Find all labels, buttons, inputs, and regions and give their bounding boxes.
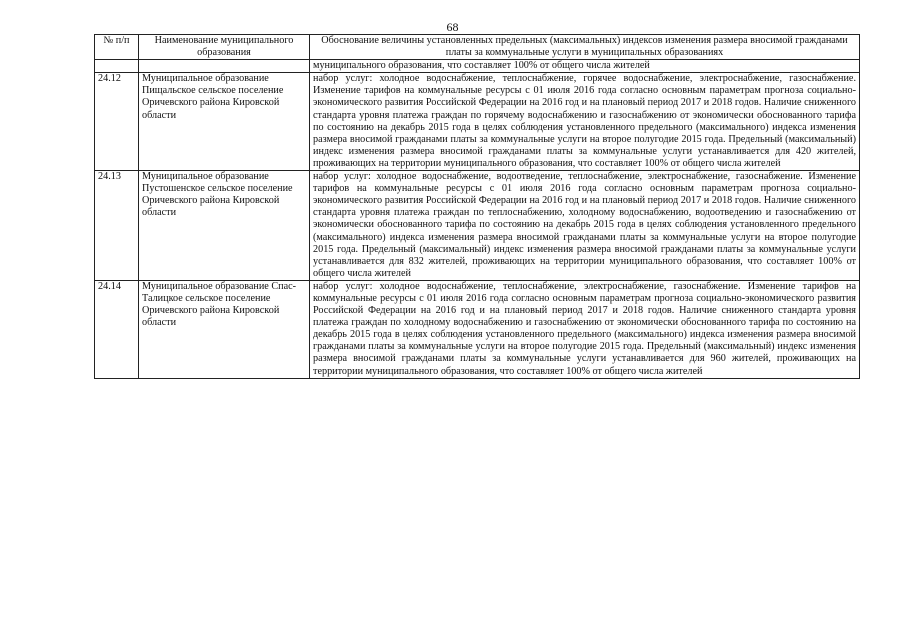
row-municipality: Муниципальное образование Спас-Талицкое сельское поселение Оричевского района Кировской области bbox=[139, 280, 310, 378]
table-header-row bbox=[95, 35, 860, 60]
table-row bbox=[95, 280, 860, 378]
table-row bbox=[95, 171, 860, 281]
row-municipality: Муниципальное образование Пищальское сельское поселение Оричевского района Кировской области bbox=[139, 73, 310, 171]
row-number: 24.13 bbox=[95, 171, 139, 281]
row-municipality: Муниципальное образование Пустошенское сельское поселение Оричевского района Кировской области bbox=[139, 171, 310, 281]
continuation-text: муниципального образования, что составляет 100% от общего числа жителей bbox=[310, 60, 860, 73]
row-number: 24.12 bbox=[95, 73, 139, 171]
continuation-name bbox=[139, 60, 310, 73]
row-justification: набор услуг: холодное водоснабжение, теплоснабжение, горячее водоснабжение, электроснабжение, газоснабжение. Изменение тарифов на коммунальные ресурсы с 01 июля 2016 года согласно основным параметрам прогноза социально-экономического развития Российской Федерации на 2016 год и на плановый период 2017 и 2018 годов. Наличие сниженного стандарта уровня платежа граждан по горячему водоснабжению и газоснабжению от экономически обоснованного тарифа по состоянию на декабрь 2015 года в целях соблюдения установленного предельного (максимального) индекса изменения размера вносимой гражданами платы за коммунальные услуги на второе полугодие 2015 года. Предельный (максимальный) индекс изменения размера вносимой гражданами платы за коммунальные услуги устанавливается для 420 жителей, проживающих на территории муниципального образования, что составляет 100% от общего числа жителей bbox=[310, 73, 860, 171]
table-row-continuation bbox=[95, 60, 860, 73]
row-justification: набор услуг: холодное водоснабжение, теплоснабжение, электроснабжение, газоснабжение. Изменение тарифов на коммунальные ресурсы с 01 июля 2016 года согласно основным параметрам прогноза социально-экономического развития Российской Федерации на 2016 год и на плановый период 2017 и 2018 годов. Наличие сниженного стандарта уровня платежа граждан по холодному водоснабжению и газоснабжению от экономически обоснованного тарифа по состоянию на декабрь 2015 года в целях соблюдения установленного предельного (максимального) индекса изменения размера вносимой гражданами платы за коммунальные услуги на второе полугодие 2015 года. Предельный (максимальный) индекс изменения размера вносимой гражданами платы за коммунальные услуги устанавливается для 960 жителей, проживающих на территории муниципального образования, что составляет 100% от общего числа жителей bbox=[310, 280, 860, 378]
header-municipality: Наименование муниципального образования bbox=[139, 35, 310, 60]
tariff-table bbox=[94, 34, 860, 379]
page-number: 68 bbox=[446, 20, 459, 34]
row-number: 24.14 bbox=[95, 280, 139, 378]
continuation-number bbox=[95, 60, 139, 73]
header-justification: Обоснование величины установленных предельных (максимальных) индексов изменения размера вносимой гражданами платы за коммунальные услуги в муниципальных образованиях bbox=[310, 35, 860, 60]
row-justification: набор услуг: холодное водоснабжение, водоотведение, теплоснабжение, электроснабжение, газоснабжение. Изменение тарифов на коммунальные ресурсы с 01 июля 2016 года согласно основным параметрам прогноза социально-экономического развития Российской Федерации на 2016 год и на плановый период 2017 и 2018 годов. Наличие сниженного стандарта уровня платежа граждан по теплоснабжению, холодному водоснабжению, водоотведению и газоснабжению от экономически обоснованного тарифа по состоянию на декабрь 2015 года в целях соблюдения установленного предельного (максимального) индекса изменения размера вносимой гражданами платы за коммунальные услуги на второе полугодие 2015 года. Предельный (максимальный) индекс изменения размера вносимой гражданами платы за коммунальные услуги устанавливается для 832 жителей, проживающих на территории муниципального образования, что составляет 100% от общего числа жителей bbox=[310, 171, 860, 281]
header-number: № п/п bbox=[95, 35, 139, 60]
table-row bbox=[95, 73, 860, 171]
